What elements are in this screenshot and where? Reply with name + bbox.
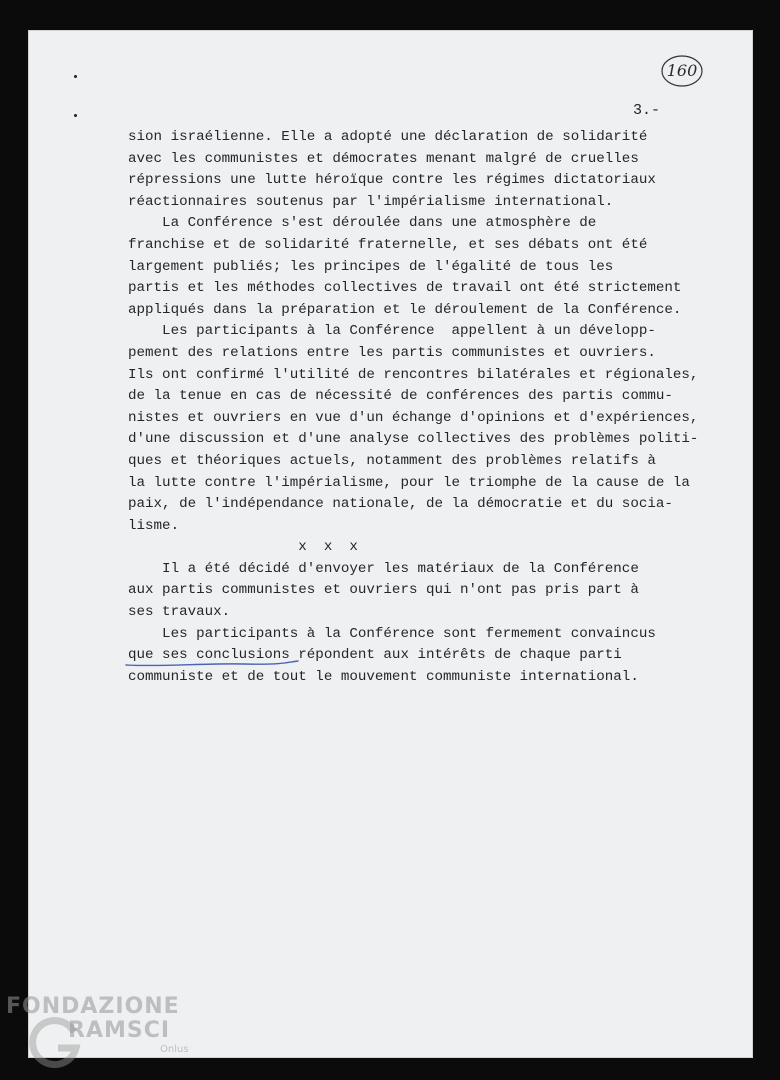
watermark-line-3: Onlus (160, 1044, 189, 1055)
text-line: partis et les méthodes collectives de travail ont été strictement (128, 280, 682, 297)
text-line: Les participants à la Conférence appellent à un développ- (128, 323, 656, 340)
text-line: de la tenue en cas de nécessité de conférences des partis commu- (128, 388, 673, 405)
text-line: d'une discussion et d'une analyse collectives des problèmes politi- (128, 431, 699, 448)
text-line: lisme. (128, 517, 180, 534)
text-line: appliqués dans la préparation et le déroulement de la Conférence. (128, 301, 682, 318)
text-line: largement publiés; les principes de l'égalité de tous les (128, 258, 614, 275)
page-number: 3.- (633, 102, 661, 119)
watermark-line-1: FONDAZIONE (6, 994, 180, 1019)
archive-folio-stamp (660, 54, 704, 88)
text-line: ses travaux. (128, 604, 231, 621)
archive-folio-number: 160 (666, 61, 698, 80)
text-line: La Conférence s'est déroulée dans une atmosphère de (128, 215, 597, 232)
section-separator: x x x (128, 539, 358, 556)
text-line: Les participants à la Conférence sont fermement convaincus (128, 625, 656, 642)
text-line-underlined (128, 645, 728, 667)
underlined-line-rest: répondent aux intérêts de chaque parti (289, 647, 622, 664)
punch-hole-mark (74, 114, 77, 117)
typed-body-text (128, 127, 728, 688)
watermark-line-2: RAMSCI (68, 1018, 171, 1043)
text-line: répressions une lutte héroïque contre les régimes dictatoriaux (128, 172, 656, 189)
underlined-phrase-wrap (128, 645, 290, 667)
text-line: Il a été décidé d'envoyer les matériaux de la Conférence (128, 560, 639, 577)
text-line: pement des relations entre les partis communistes et ouvriers. (128, 344, 656, 361)
text-line: sion israélienne. Elle a adopté une déclaration de solidarité (128, 129, 648, 145)
punch-hole-mark (74, 75, 77, 78)
text-line: Ils ont confirmé l'utilité de rencontres bilatérales et régionales, (128, 366, 699, 383)
text-line: réactionnaires soutenus par l'impérialisme international. (128, 193, 614, 210)
text-line: avec les communistes et démocrates menant malgré de cruelles (128, 150, 639, 167)
pen-underline-mark (124, 660, 300, 668)
text-line: aux partis communistes et ouvriers qui n'ont pas pris part à (128, 582, 639, 599)
text-line: la lutte contre l'impérialisme, pour le triomphe de la cause de la (128, 474, 690, 491)
text-line: paix, de l'indépendance nationale, de la démocratie et du socia- (128, 496, 673, 513)
text-line: nistes et ouvriers en vue d'un échange d'opinions et d'expériences, (128, 409, 699, 426)
text-line: ques et théoriques actuels, notamment des problèmes relatifs à (128, 452, 656, 469)
archive-watermark (6, 994, 196, 1074)
text-line: communiste et de tout le mouvement communiste international. (128, 668, 639, 685)
text-line: franchise et de solidarité fraternelle, et ses débats ont été (128, 236, 648, 253)
underlined-phrase: que ses conclusions (128, 647, 290, 664)
